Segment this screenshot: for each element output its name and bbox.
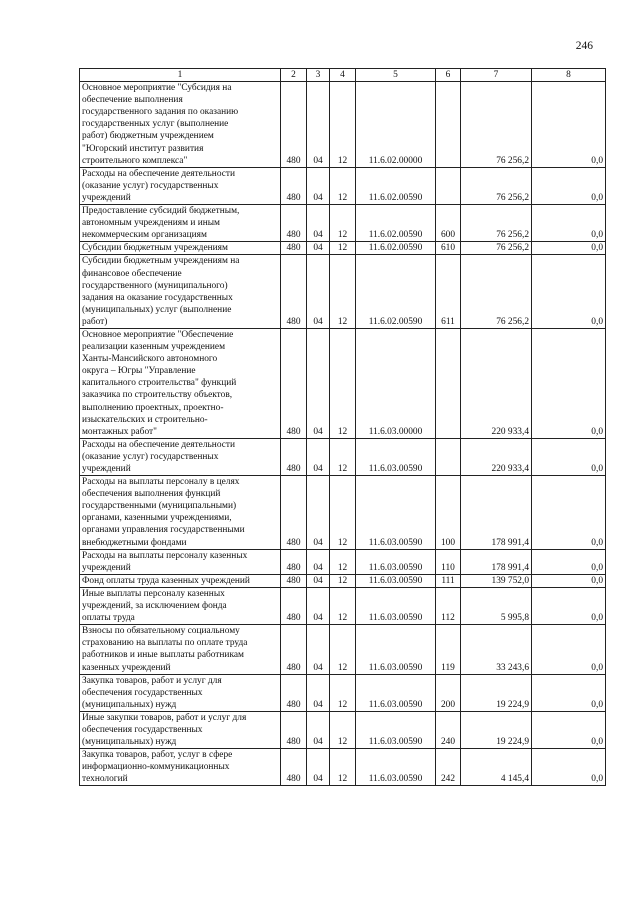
- table-row: [80, 328, 606, 438]
- subsection-code-cell: 12: [330, 242, 356, 255]
- ministry-code-cell: 480: [281, 205, 307, 242]
- target-article-cell: 11.6.03.00590: [356, 438, 436, 475]
- expense-type-cell: 240: [436, 711, 461, 748]
- ministry-code-cell: 480: [281, 711, 307, 748]
- amount-extra-cell: 0,0: [532, 549, 606, 574]
- subsection-code-cell: 12: [330, 82, 356, 168]
- amount-extra-cell: 0,0: [532, 82, 606, 168]
- expense-name-cell: Субсидии бюджетным учреждениям: [80, 242, 281, 255]
- section-code-cell: 04: [307, 587, 330, 624]
- ministry-code-cell: 480: [281, 574, 307, 587]
- ministry-code-cell: 480: [281, 242, 307, 255]
- target-article-cell: 11.6.03.00590: [356, 749, 436, 786]
- ministry-code-cell: 480: [281, 255, 307, 329]
- subsection-code-cell: 12: [330, 625, 356, 674]
- expense-name-cell: Иные выплаты персоналу казенных учреждений, за исключением фонда оплаты труда: [80, 587, 281, 624]
- expense-name-cell: Расходы на выплаты персоналу в целях обеспечения выполнения функций государственными (муниципальными) органами, казенными учреждениями, органами управления государственными внебюджетными фондами: [80, 476, 281, 550]
- page-number: 246: [575, 40, 593, 52]
- amount-extra-cell: 0,0: [532, 711, 606, 748]
- section-code-cell: 04: [307, 328, 330, 438]
- table-row: [80, 549, 606, 574]
- ministry-code-cell: 480: [281, 625, 307, 674]
- expense-name-cell: Фонд оплаты труда казенных учреждений: [80, 574, 281, 587]
- amount-cell: 220 933,4: [461, 328, 532, 438]
- amount-cell: 139 752,0: [461, 574, 532, 587]
- table-row: [80, 674, 606, 711]
- header-col-5: 5: [356, 69, 436, 82]
- expense-type-cell: [436, 82, 461, 168]
- table-row: [80, 242, 606, 255]
- amount-extra-cell: 0,0: [532, 242, 606, 255]
- budget-table: [79, 68, 606, 786]
- target-article-cell: 11.6.03.00590: [356, 674, 436, 711]
- subsection-code-cell: 12: [330, 255, 356, 329]
- amount-cell: 76 256,2: [461, 167, 532, 204]
- expense-type-cell: [436, 328, 461, 438]
- amount-cell: 5 995,8: [461, 587, 532, 624]
- target-article-cell: 11.6.02.00590: [356, 167, 436, 204]
- amount-extra-cell: 0,0: [532, 625, 606, 674]
- amount-cell: 178 991,4: [461, 476, 532, 550]
- amount-cell: 19 224,9: [461, 674, 532, 711]
- amount-extra-cell: 0,0: [532, 167, 606, 204]
- amount-extra-cell: 0,0: [532, 476, 606, 550]
- ministry-code-cell: 480: [281, 167, 307, 204]
- expense-type-cell: [436, 167, 461, 204]
- expense-type-cell: 110: [436, 549, 461, 574]
- ministry-code-cell: 480: [281, 82, 307, 168]
- expense-name-cell: Закупка товаров, работ, услуг в сфере информационно-коммуникационных технологий: [80, 749, 281, 786]
- expense-type-cell: 200: [436, 674, 461, 711]
- expense-name-cell: Основное мероприятие "Обеспечение реализации казенным учреждением Ханты-Мансийского автономного округа – Югры "Управление капитального строительства" функций заказчика по строительству объектов, выполнению проектных, проектно- изыскательских и строительно- монтажных работ": [80, 328, 281, 438]
- subsection-code-cell: 12: [330, 549, 356, 574]
- header-col-3: 3: [307, 69, 330, 82]
- subsection-code-cell: 12: [330, 205, 356, 242]
- amount-cell: 76 256,2: [461, 242, 532, 255]
- expense-name-cell: Иные закупки товаров, работ и услуг для обеспечения государственных (муниципальных) нужд: [80, 711, 281, 748]
- expense-type-cell: 111: [436, 574, 461, 587]
- amount-cell: 76 256,2: [461, 205, 532, 242]
- expense-name-cell: Расходы на выплаты персоналу казенных учреждений: [80, 549, 281, 574]
- table-row: [80, 205, 606, 242]
- table-row: [80, 167, 606, 204]
- ministry-code-cell: 480: [281, 438, 307, 475]
- ministry-code-cell: 480: [281, 549, 307, 574]
- amount-cell: 33 243,6: [461, 625, 532, 674]
- target-article-cell: 11.6.03.00590: [356, 549, 436, 574]
- header-row: [80, 69, 606, 82]
- ministry-code-cell: 480: [281, 328, 307, 438]
- subsection-code-cell: 12: [330, 328, 356, 438]
- amount-extra-cell: 0,0: [532, 674, 606, 711]
- table-row: [80, 438, 606, 475]
- expense-type-cell: 611: [436, 255, 461, 329]
- table-row: [80, 625, 606, 674]
- amount-cell: 178 991,4: [461, 549, 532, 574]
- section-code-cell: 04: [307, 674, 330, 711]
- target-article-cell: 11.6.03.00590: [356, 574, 436, 587]
- section-code-cell: 04: [307, 205, 330, 242]
- section-code-cell: 04: [307, 574, 330, 587]
- subsection-code-cell: 12: [330, 587, 356, 624]
- expense-name-cell: Расходы на обеспечение деятельности (оказание услуг) государственных учреждений: [80, 438, 281, 475]
- section-code-cell: 04: [307, 476, 330, 550]
- expense-type-cell: 242: [436, 749, 461, 786]
- expense-type-cell: 600: [436, 205, 461, 242]
- ministry-code-cell: 480: [281, 674, 307, 711]
- header-col-1: 1: [80, 69, 281, 82]
- ministry-code-cell: 480: [281, 476, 307, 550]
- subsection-code-cell: 12: [330, 749, 356, 786]
- expense-name-cell: Расходы на обеспечение деятельности (оказание услуг) государственных учреждений: [80, 167, 281, 204]
- expense-name-cell: Взносы по обязательному социальному страхованию на выплаты по оплате труда работников и иные выплаты работникам казенных учреждений: [80, 625, 281, 674]
- subsection-code-cell: 12: [330, 711, 356, 748]
- header-col-4: 4: [330, 69, 356, 82]
- header-col-2: 2: [281, 69, 307, 82]
- target-article-cell: 11.6.02.00000: [356, 82, 436, 168]
- amount-extra-cell: 0,0: [532, 328, 606, 438]
- amount-cell: 76 256,2: [461, 82, 532, 168]
- section-code-cell: 04: [307, 625, 330, 674]
- section-code-cell: 04: [307, 255, 330, 329]
- header-col-8: 8: [532, 69, 606, 82]
- header-col-6: 6: [436, 69, 461, 82]
- table-row: [80, 476, 606, 550]
- target-article-cell: 11.6.03.00590: [356, 711, 436, 748]
- amount-cell: 19 224,9: [461, 711, 532, 748]
- table-body: [80, 82, 606, 786]
- table-row: [80, 82, 606, 168]
- target-article-cell: 11.6.03.00590: [356, 476, 436, 550]
- table-row: [80, 749, 606, 786]
- section-code-cell: 04: [307, 749, 330, 786]
- amount-extra-cell: 0,0: [532, 438, 606, 475]
- target-article-cell: 11.6.02.00590: [356, 205, 436, 242]
- section-code-cell: 04: [307, 438, 330, 475]
- expense-type-cell: 119: [436, 625, 461, 674]
- subsection-code-cell: 12: [330, 438, 356, 475]
- table-row: [80, 255, 606, 329]
- table-row: [80, 574, 606, 587]
- section-code-cell: 04: [307, 167, 330, 204]
- section-code-cell: 04: [307, 82, 330, 168]
- amount-extra-cell: 0,0: [532, 574, 606, 587]
- target-article-cell: 11.6.03.00000: [356, 328, 436, 438]
- subsection-code-cell: 12: [330, 476, 356, 550]
- expense-name-cell: Субсидии бюджетным учреждениям на финансовое обеспечение государственного (муниципального) задания на оказание государственных (муниципальных) услуг (выполнение работ): [80, 255, 281, 329]
- table-row: [80, 587, 606, 624]
- section-code-cell: 04: [307, 242, 330, 255]
- ministry-code-cell: 480: [281, 749, 307, 786]
- subsection-code-cell: 12: [330, 574, 356, 587]
- expense-name-cell: Основное мероприятие "Субсидия на обеспечение выполнения государственного задания по оказанию государственных услуг (выполнение работ) бюджетным учреждением "Югорский институт развития строительного комплекса": [80, 82, 281, 168]
- expense-type-cell: 112: [436, 587, 461, 624]
- target-article-cell: 11.6.03.00590: [356, 587, 436, 624]
- expense-name-cell: Предоставление субсидий бюджетным, автономным учреждениям и иным некоммерческим организациям: [80, 205, 281, 242]
- section-code-cell: 04: [307, 711, 330, 748]
- section-code-cell: 04: [307, 549, 330, 574]
- target-article-cell: 11.6.02.00590: [356, 255, 436, 329]
- ministry-code-cell: 480: [281, 587, 307, 624]
- target-article-cell: 11.6.02.00590: [356, 242, 436, 255]
- header-col-7: 7: [461, 69, 532, 82]
- expense-name-cell: Закупка товаров, работ и услуг для обеспечения государственных (муниципальных) нужд: [80, 674, 281, 711]
- expense-type-cell: 610: [436, 242, 461, 255]
- amount-extra-cell: 0,0: [532, 255, 606, 329]
- expense-type-cell: [436, 438, 461, 475]
- subsection-code-cell: 12: [330, 674, 356, 711]
- amount-cell: 4 145,4: [461, 749, 532, 786]
- amount-cell: 76 256,2: [461, 255, 532, 329]
- amount-extra-cell: 0,0: [532, 587, 606, 624]
- amount-cell: 220 933,4: [461, 438, 532, 475]
- table-header: [80, 69, 606, 82]
- amount-extra-cell: 0,0: [532, 205, 606, 242]
- expense-type-cell: 100: [436, 476, 461, 550]
- table-row: [80, 711, 606, 748]
- target-article-cell: 11.6.03.00590: [356, 625, 436, 674]
- amount-extra-cell: 0,0: [532, 749, 606, 786]
- subsection-code-cell: 12: [330, 167, 356, 204]
